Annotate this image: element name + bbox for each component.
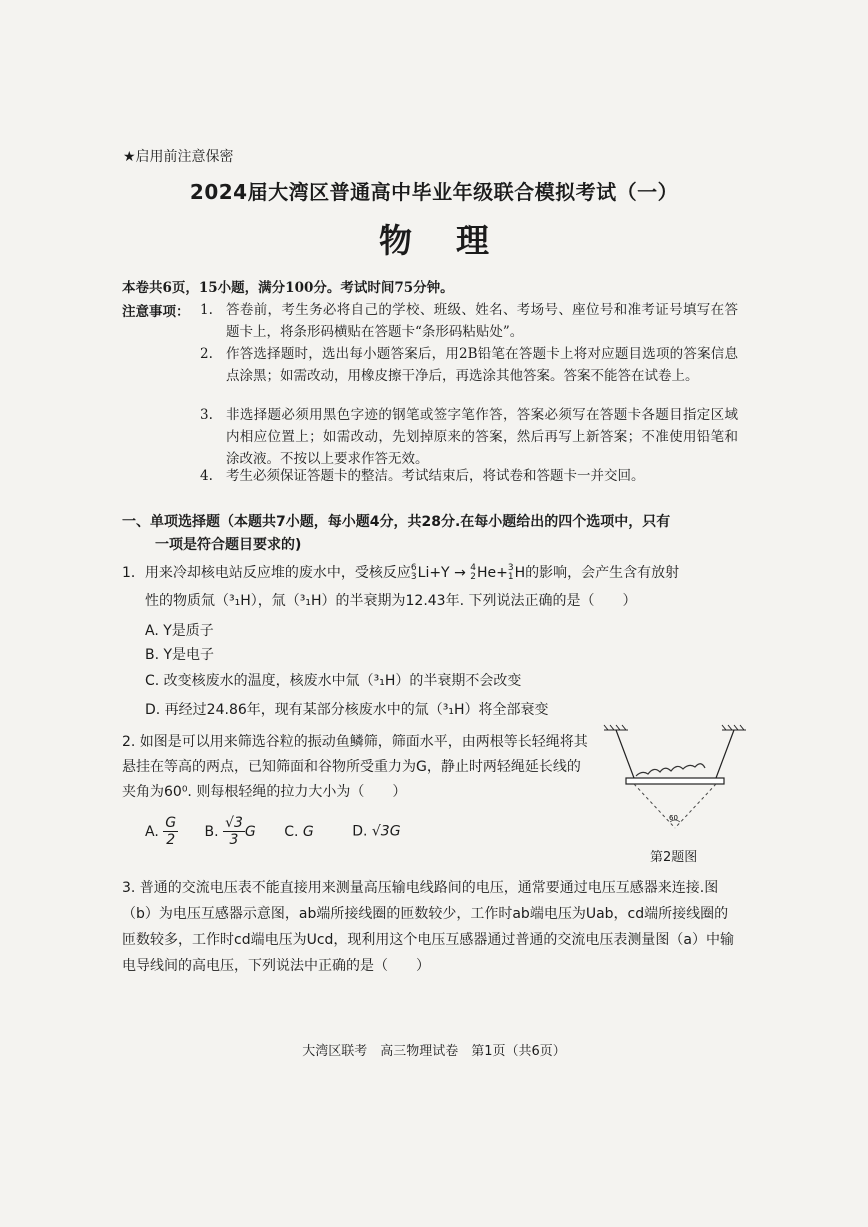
q1-h-term: H [514,565,526,581]
page-footer: 大湾区联考 高三物理试卷 第1页（共6页） [302,1044,566,1059]
q2-options [145,815,401,848]
li-isotope-numbers: 6 3 [410,563,417,582]
q2-option-c: C. G [284,823,314,840]
note-number: 4. [200,468,213,484]
q2-option-d: D. √3G [352,823,401,840]
question-2-stem: 2. 如图是可以用来筛选谷粒的振动鱼鳞筛，筛面水平，由两根等长轻绳将其悬挂在等高的两点，已知筛面和谷物所受重力为G，静止时两轻绳延长线的夹角为60⁰. 则每根轻绳的拉力大小为（ ） [122,734,588,800]
note-item-1 [200,299,738,343]
section-heading-line1: 一、单项选择题（本题共7小题，每小题4分，共28分.在每小题给出的四个选项中，只有 [122,514,671,530]
q2-option-a: A. $\frac{G}{2}$ [145,815,177,848]
note-text: 答卷前，考生务必将自己的学校、班级、姓名、考场号、座位号和准考证号填写在答题卡上，将条形码横贴在答题卡“条形码粘贴处”。 [226,302,738,340]
q1-option-a: A. Y是质子 [145,623,214,639]
ceiling-hatch-right [722,725,746,730]
rope-extension-right [675,784,716,828]
note-number: 1. [200,302,213,318]
subject-title: 物理 [379,221,533,260]
question-3-stem: 3. 普通的交流电压表不能直接用来测量高压输电线路间的电压，通常要通过电压互感器来连接.图（b）为电压互感器示意图，ab端所接线圈的匝数较少，工作时ab端电压为Uab，cd端所接线圈的匝数较多，工作时cd端电压为Ucd，现利用这个电压互感器通过普通的交流电压表测量图（a）中输电导线间的高电压，下列说法中正确的是（ ） [122,880,734,974]
notes-label: 注意事项： [122,304,190,320]
question-1-stem [122,559,679,587]
figure-caption: 第2题图 [650,850,698,865]
question-1-line2: 性的物质氚（³₁H），氚（³₁H）的半衰期为12.43年. 下列说法正确的是（ ） [145,593,637,609]
rope-right [716,730,734,778]
section-heading [122,511,742,557]
q2-option-b: B. $\frac{√3}{3}$ G [204,815,256,848]
note-text: 作答选择题时，选出每小题答案后，用2B铅笔在答题卡上将对应题目选项的答案信息点涂黑；如需改动，用橡皮擦干净后，再选涂其他答案。答案不能答在试卷上。 [226,346,738,384]
grain-pile [636,764,705,776]
q1-stem-b: 的影响，会产生含有放射 [525,565,680,581]
rope-left [616,730,634,778]
note-item-3 [200,404,738,470]
q1-option-c: C. 改变核废水的温度，核废水中氚（³₁H）的半衰期不会改变 [145,673,522,689]
note-text: 考生必须保证答题卡的整洁。考试结束后，将试卷和答题卡一并交回。 [226,468,645,484]
confidential-mark: ★启用前注意保密 [123,149,234,165]
note-number: 2. [200,346,213,362]
note-number: 3. [200,407,213,423]
q1-stem-a: 1．用来冷却核电站反应堆的废水中，受核反应 [122,565,411,581]
exam-title: 2024届大湾区普通高中毕业年级联合模拟考试（一） [189,180,679,204]
note-item-2 [200,343,738,387]
q1-he-term: He+ [476,565,508,581]
note-item-4 [200,465,738,487]
section-heading-line2: 一项是符合题目要求的) [155,537,302,553]
note-text: 非选择题必须用黑色字迹的钢笔或签字笔作答，答案必须写在答题卡各题目指定区域内相应位置上；如需改动，先划掉原来的答案，然后再写上新答案；不准使用铅笔和涂改液。不按以上要求作答无效。 [226,407,738,467]
q2-sieve-figure [600,724,750,842]
angle-label: 60 [669,814,678,822]
sieve-surface [626,778,724,784]
exam-info: 本卷共6页，15小题，满分100分。考试时间75分钟。 [122,280,454,296]
q1-li-term: Li+Y → [417,565,471,581]
q1-option-d: D. 再经过24.86年，现有某部分核废水中的氚（³₁H）将全部衰变 [145,702,549,718]
ceiling-hatch-left [604,725,628,730]
q1-option-b: B. Y是电子 [145,647,215,663]
he-isotope-numbers: 4 2 [470,563,476,582]
h-isotope-numbers: 3 1 [507,563,514,582]
